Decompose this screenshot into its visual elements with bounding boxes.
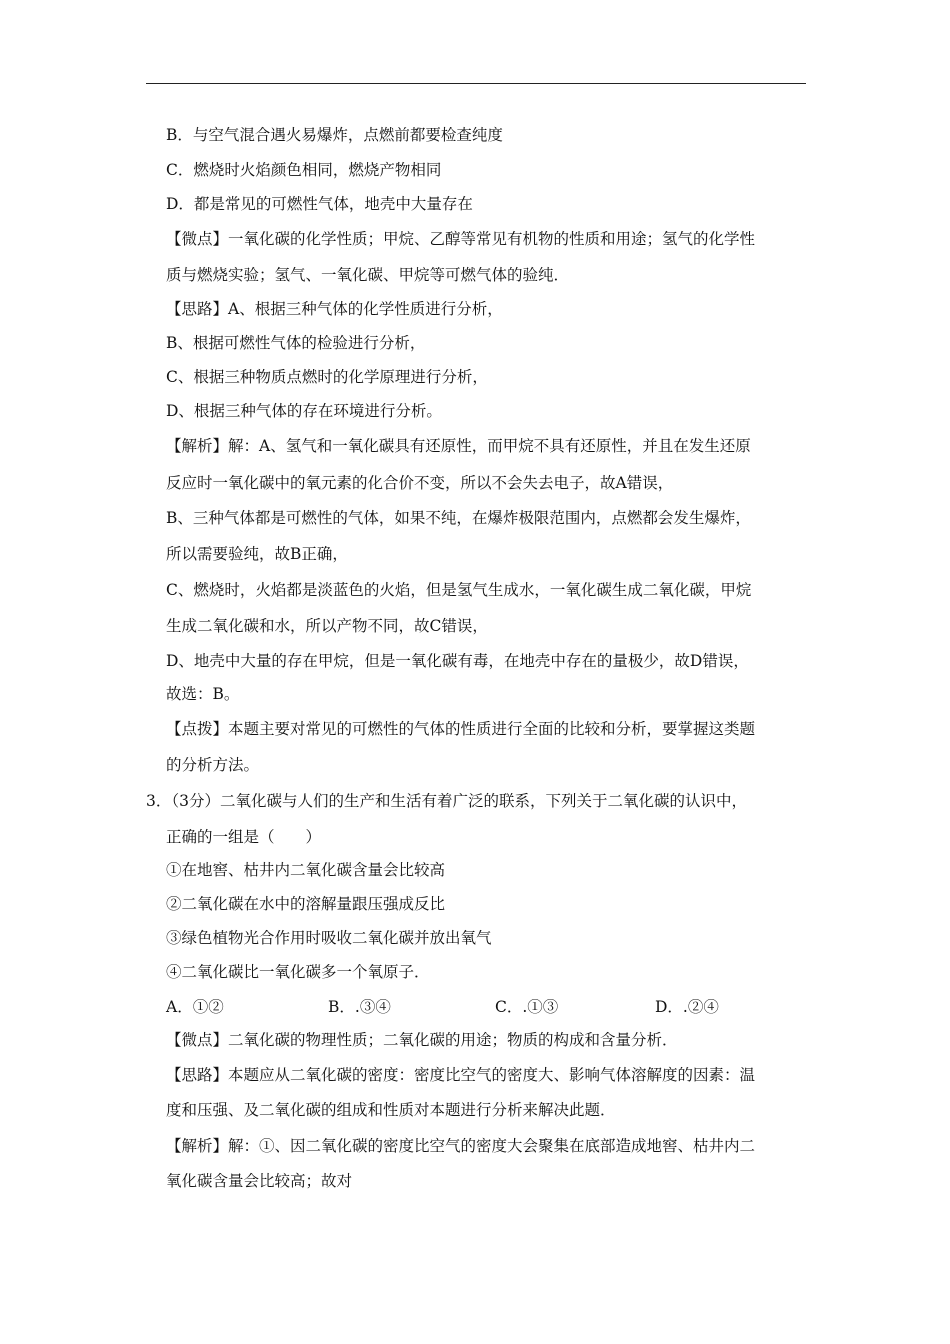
approach-line-1: 【思路】A、根据三种气体的化学性质进行分析， (166, 300, 503, 318)
analysis-line-2: 反应时一氧化碳中的氧元素的化合价不变，所以不会失去电子，故A错误， (166, 474, 674, 492)
approach-line-2: B、根据可燃性气体的检验进行分析， (166, 334, 426, 352)
header-rule (146, 83, 806, 84)
q3-approach-line-2: 度和压强、及二氧化碳的组成和性质对本题进行分析来解决此题． (166, 1101, 616, 1119)
q3-analysis-line-2: 氧化碳含量会比较高；故对 (166, 1172, 353, 1190)
statement-1: ①在地窖、枯井内二氧化碳含量会比较高 (166, 861, 446, 879)
analysis-line-1: 【解析】解：A、氢气和一氧化碳具有还原性，而甲烷不具有还原性，并且在发生还原 (166, 437, 751, 455)
key-points-line-1: 【微点】一氧化碳的化学性质；甲烷、乙醇等常见有机物的性质和用途；氢气的化学性 (166, 230, 756, 248)
tips-line-2: 的分析方法。 (166, 756, 260, 774)
question-3-stem-line-1: 3．（3分）二氧化碳与人们的生产和生活有着广泛的联系，下列关于二氧化碳的认识中， (146, 792, 747, 810)
approach-line-3: C、根据三种物质点燃时的化学原理进行分析， (166, 368, 488, 386)
answer-line: 故选：B。 (166, 685, 240, 703)
statement-3: ③绿色植物光合作用时吸收二氧化碳并放出氧气 (166, 929, 492, 947)
q3-analysis-line-1: 【解析】解：①、因二氧化碳的密度比空气的密度大会聚集在底部造成地窖、枯井内二 (166, 1137, 756, 1155)
approach-line-4: D、根据三种气体的存在环境进行分析。 (166, 402, 442, 420)
analysis-line-3: B、三种气体都是可燃性的气体，如果不纯，在爆炸极限范围内，点燃都会发生爆炸， (166, 509, 751, 527)
q3-approach-line-1: 【思路】本题应从二氧化碳的密度：密度比空气的密度大、影响气体溶解度的因素：温 (166, 1066, 756, 1084)
statement-4: ④二氧化碳比一氧化碳多一个氧原子． (166, 963, 430, 981)
statement-2: ②二氧化碳在水中的溶解量跟压强成反比 (166, 895, 446, 913)
answer-option-b: B．.③④ (328, 998, 391, 1016)
q3-key-points-line: 【微点】二氧化碳的物理性质；二氧化碳的用途；物质的构成和含量分析． (166, 1031, 678, 1049)
tips-line-1: 【点拨】本题主要对常见的可燃性的气体的性质进行全面的比较和分析，要掌握这类题 (166, 720, 756, 738)
question-3-stem-line-2: 正确的一组是（ ） (166, 828, 322, 846)
option-c-line: C．燃烧时火焰颜色相同，燃烧产物相同 (166, 161, 442, 179)
answer-option-d: D．.②④ (655, 998, 719, 1016)
analysis-line-4: 所以需要验纯，故B正确， (166, 545, 348, 563)
answer-option-c: C．.①③ (495, 998, 559, 1016)
analysis-line-5: C、燃烧时，火焰都是淡蓝色的火焰，但是氢气生成水，一氧化碳生成二氧化碳，甲烷 (166, 581, 752, 599)
answer-option-a: A．①② (166, 998, 224, 1016)
key-points-line-2: 质与燃烧实验；氢气、一氧化碳、甲烷等可燃气体的验纯． (166, 266, 570, 284)
option-b-line: B．与空气混合遇火易爆炸，点燃前都要检查纯度 (166, 126, 503, 144)
analysis-line-6: 生成二氧化碳和水，所以产物不同，故C错误， (166, 617, 488, 635)
analysis-line-7: D、地壳中大量的存在甲烷，但是一氧化碳有毒，在地壳中存在的量极少，故D错误， (166, 652, 749, 670)
option-d-line: D．都是常见的可燃性气体，地壳中大量存在 (166, 195, 473, 213)
